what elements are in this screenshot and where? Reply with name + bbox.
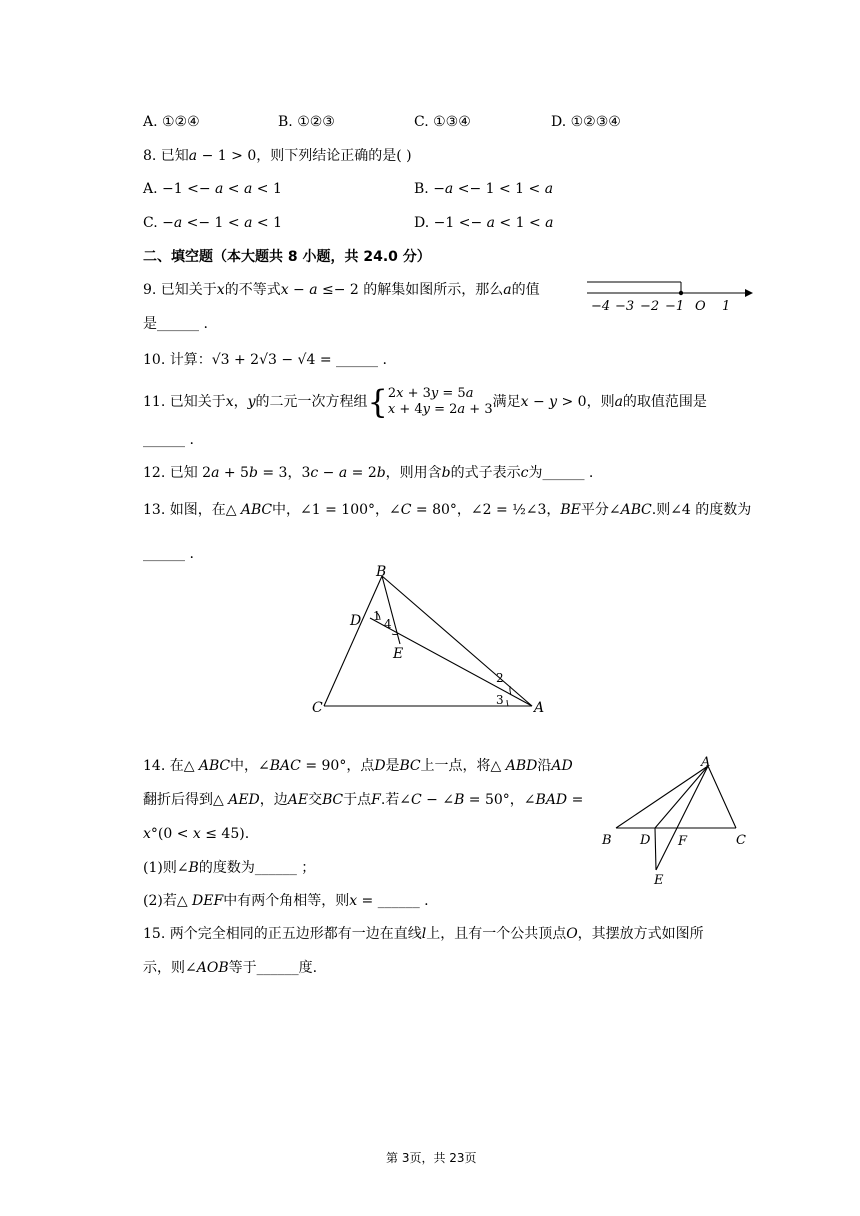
label-b: B bbox=[602, 833, 612, 848]
q8-option-d: D. −1 <− 𝑎 < 1 < 𝑎 bbox=[414, 215, 554, 231]
q7-option-c: C. ①③④ bbox=[414, 114, 471, 130]
q14-line3: 𝑥°(0 < 𝑥 ≤ 45). bbox=[143, 826, 250, 842]
q7-option-d: D. ①②③④ bbox=[551, 114, 621, 130]
q11-post: 满足𝑥 − 𝑦 > 0，则𝑎的取值范围是 bbox=[492, 394, 707, 410]
page-footer: 第 3页，共 23页 bbox=[386, 1151, 477, 1165]
label-c: C bbox=[312, 700, 323, 716]
q9-line2: 是______ . bbox=[143, 316, 208, 332]
label-d: D bbox=[640, 833, 651, 848]
angle-1-label: 1 bbox=[373, 609, 381, 623]
angle-2-label: 2 bbox=[496, 671, 504, 685]
q12-text: 12. 已知 2𝑎 + 5𝑏 = 3，3𝑐 − 𝑎 = 2𝑏，则用含𝑏的式子表示𝑐为______ . bbox=[143, 465, 594, 481]
label-c: C bbox=[736, 833, 746, 848]
q14-sub2: (2)若△ 𝐷𝐸𝐹中有两个角相等，则𝑥 = ______ . bbox=[143, 893, 429, 909]
label-e: E bbox=[654, 873, 664, 888]
q7-option-a: A. ①②④ bbox=[143, 114, 200, 130]
label-e: E bbox=[393, 646, 404, 662]
q7-option-b: B. ①②③ bbox=[278, 114, 335, 130]
q8-stem: 8. 已知𝑎 − 1 > 0，则下列结论正确的是( ) bbox=[143, 148, 412, 164]
q15-line1: 15. 两个完全相同的正五边形都有一边在直线𝑙上，且有一个公共顶点𝑂，其摆放方式如图所 bbox=[143, 926, 704, 942]
system-brace: { bbox=[367, 383, 388, 421]
q11-line1 bbox=[143, 383, 707, 421]
q15-line2: 示，则∠𝐴𝑂𝐵等于______度. bbox=[143, 960, 318, 976]
tick-label: −1 bbox=[665, 299, 685, 314]
label-f: F bbox=[678, 834, 688, 849]
tick-label: O bbox=[695, 299, 706, 314]
triangle-figure-q13 bbox=[310, 562, 550, 716]
q11-pre: 11. 已知关于𝑥，𝑦的二元一次方程组 bbox=[143, 394, 368, 410]
label-a: A bbox=[701, 755, 711, 770]
q13-line2: ______ . bbox=[143, 546, 194, 562]
q11-line2: ______ . bbox=[143, 432, 194, 448]
label-b: B bbox=[376, 564, 387, 580]
equation-1: 2𝑥 + 3𝑦 = 5𝑎 bbox=[387, 386, 474, 401]
tick-label: −4 bbox=[591, 299, 611, 314]
label-d: D bbox=[350, 613, 362, 629]
label-a: A bbox=[534, 700, 545, 716]
tick-label: 1 bbox=[722, 299, 731, 314]
q8-option-a: A. −1 <− 𝑎 < 𝑎 < 1 bbox=[143, 181, 282, 197]
q14-line2: 翻折后得到△ 𝐴𝐸𝐷，边𝐴𝐸交𝐵𝐶于点𝐹.若∠𝐶 − ∠𝐵 = 50°，∠𝐵𝐴𝐷 = bbox=[143, 792, 584, 808]
angle-3-label: 3 bbox=[496, 693, 504, 707]
triangle-figure-q14 bbox=[598, 755, 758, 888]
q8-option-c: C. −𝑎 <− 1 < 𝑎 < 1 bbox=[143, 215, 282, 231]
number-line-figure bbox=[585, 278, 755, 318]
tick-label: −2 bbox=[640, 299, 660, 314]
q13-line1: 13. 如图，在△ 𝐴𝐵𝐶中，∠1 = 100°，∠𝐶 = 80°，∠2 = ½∠3，𝐵𝐸平分∠𝐴𝐵𝐶.则∠4 的度数为 bbox=[143, 502, 752, 518]
q14-sub1: (1)则∠𝐵的度数为______ ； bbox=[143, 860, 316, 876]
section-title: 二、填空题（本大题共 8 小题，共 24.0 分） bbox=[143, 249, 431, 265]
angle-4-label: 4 bbox=[384, 617, 392, 631]
q9-line1: 9. 已知关于𝑥的不等式𝑥 − 𝑎 ≤− 2 的解集如图所示，那么𝑎的值 bbox=[143, 282, 540, 298]
q8-option-b: B. −𝑎 <− 1 < 1 < 𝑎 bbox=[414, 181, 554, 197]
q14-line1: 14. 在△ 𝐴𝐵𝐶中，∠𝐵𝐴𝐶 = 90°，点𝐷是𝐵𝐶上一点，将△ 𝐴𝐵𝐷沿𝐴𝐷 bbox=[143, 758, 573, 774]
equation-2: 𝑥 + 4𝑦 = 2𝑎 + 3 bbox=[387, 402, 493, 417]
tick-label: −3 bbox=[615, 299, 635, 314]
equation-system bbox=[388, 386, 493, 418]
q10-text: 10. 计算：√3 + 2√3 − √4 = ______ . bbox=[143, 352, 387, 368]
